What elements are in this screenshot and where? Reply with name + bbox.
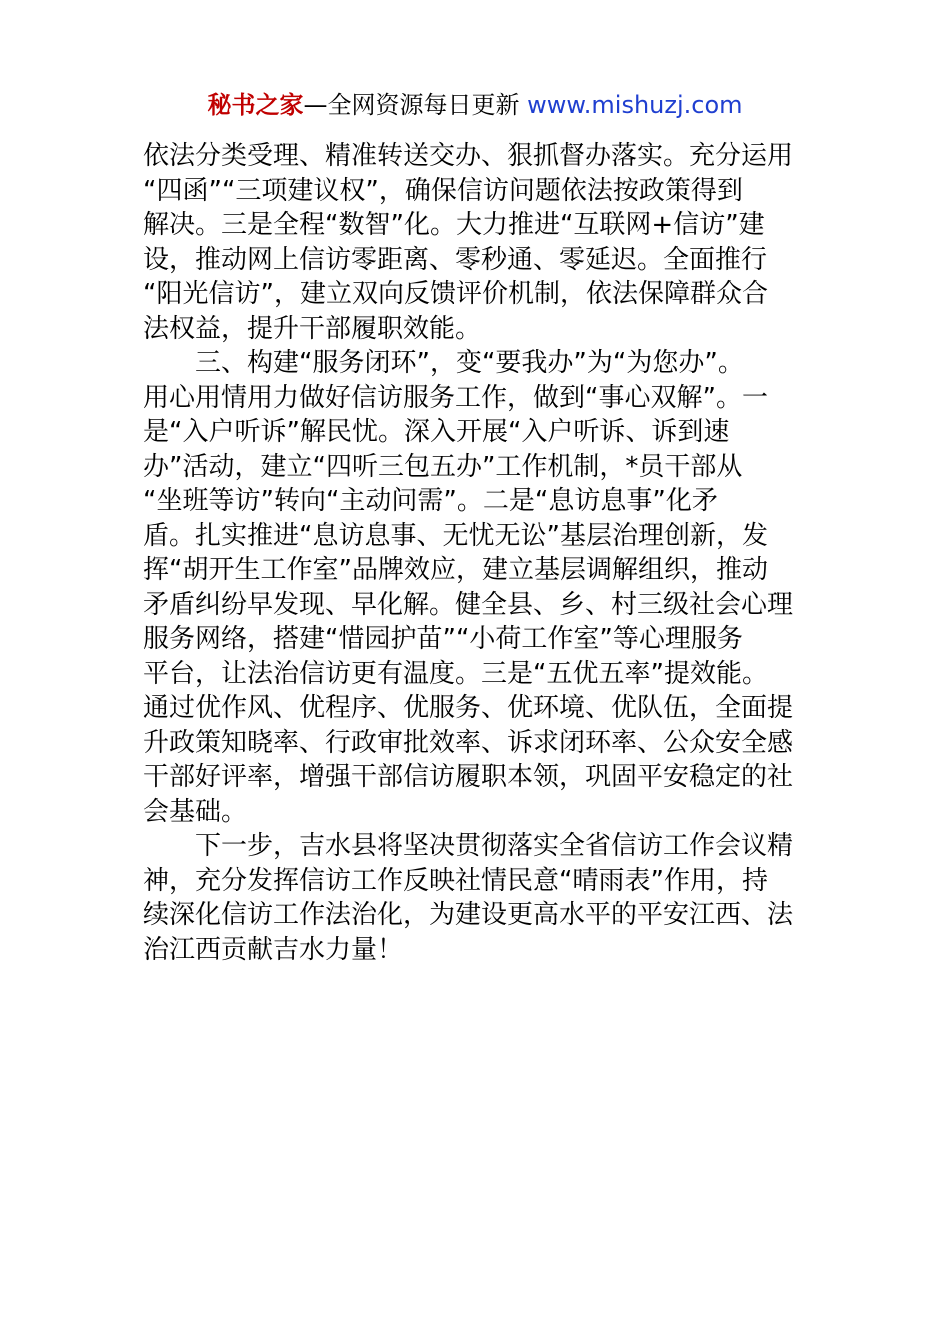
document-body bbox=[143, 139, 823, 967]
text-line: 平台，让法治信访更有温度。三是“五优五率”提效能。 bbox=[143, 658, 768, 689]
brand-name: 秘书之家 bbox=[207, 91, 304, 119]
text-line: 通过优作风、优程序、优服务、优环境、优队伍，全面提 bbox=[143, 693, 794, 723]
text-line: 法权益，提升干部履职效能。 bbox=[143, 313, 482, 344]
text-line: 依法分类受理、精准转送交办、狠抓督办落实。充分运用 bbox=[143, 141, 794, 171]
text-line: 神，充分发挥信访工作反映社情民意“晴雨表”作用，持 bbox=[143, 865, 768, 896]
text-line: 办”活动，建立“四听三包五办”工作机制，*员干部从 bbox=[143, 451, 743, 482]
paragraph-heading-line: 三、构建“服务闭环”，变“要我办”为“为您办”。 bbox=[195, 348, 744, 378]
text-line: 干部好评率，增强干部信访履职本领，巩固平安稳定的社 bbox=[143, 762, 794, 792]
text-line: 升政策知晓率、行政审批效率、诉求闭环率、公众安全感 bbox=[143, 727, 794, 758]
text-line: 服务网络，搭建“惜园护苗”“小荷工作室”等心理服务 bbox=[143, 624, 743, 654]
text-line: “四函”“三项建议权”，确保信访问题依法按政策得到 bbox=[143, 175, 743, 206]
text-line: 挥“胡开生工作室”品牌效应，建立基层调解组织，推动 bbox=[143, 555, 768, 585]
text-line: 续深化信访工作法治化，为建设更高水平的平安江西、法 bbox=[143, 900, 794, 930]
text-line: 盾。扎实推进“息访息事、无忧无讼”基层治理创新，发 bbox=[143, 520, 768, 551]
text-line: 解决。三是全程“数智”化。大力推进“互联网+信访”建 bbox=[143, 210, 765, 240]
header-tagline: —全网资源每日更新 bbox=[303, 91, 528, 119]
text-line: 矛盾纠纷早发现、早化解。健全县、乡、村三级社会心理 bbox=[143, 589, 794, 620]
text-line: 治江西贡献吉水力量！ bbox=[143, 934, 404, 965]
paragraph-start-line: 下一步，吉水县将坚决贯彻落实全省信访工作会议精 bbox=[195, 831, 794, 861]
document-header bbox=[0, 88, 950, 122]
text-line: 用心用情用力做好信访服务工作，做到“事心双解”。一 bbox=[143, 382, 768, 413]
text-line: 是“入户听诉”解民忧。深入开展“入户听诉、诉到速 bbox=[143, 417, 730, 447]
text-line: “阳光信访”，建立双向反馈评价机制，依法保障群众合 bbox=[143, 279, 768, 309]
text-line: “坐班等访”转向“主动问需”。二是“息访息事”化矛 bbox=[143, 486, 718, 516]
text-line: 会基础。 bbox=[143, 796, 248, 827]
site-url-link[interactable]: www.mishuzj.com bbox=[527, 91, 743, 119]
text-line: 设，推动网上信访零距离、零秒通、零延迟。全面推行 bbox=[143, 244, 768, 275]
